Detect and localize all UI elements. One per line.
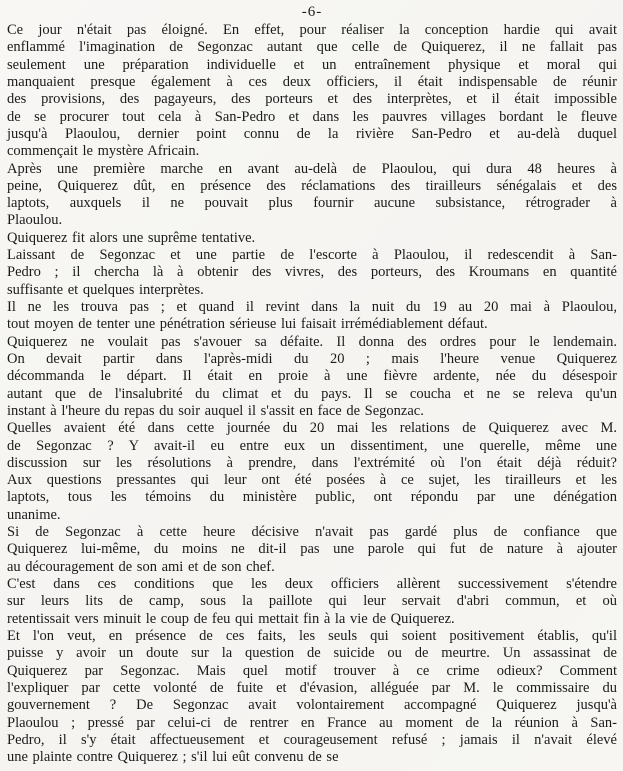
body-text — [7, 22, 617, 766]
text-line: puisse y avoir un doute sur la question de suicide ou de meurtre. Un assassinat de — [7, 645, 617, 662]
text-line: Quelles avaient été dans cette journée du 20 mai les relations de Quiquerez avec M. — [7, 420, 617, 437]
text-line: gouvernement ? De Segonzac avait volontairement accompagné Quiquerez jusqu'à — [7, 697, 617, 714]
text-line: retentissait vers minuit le coup de feu qui mettait fin à la vie de Quiquerez. — [7, 610, 455, 627]
text-line: peine, Quiquerez dût, en présence des réclamations des tirailleurs sénégalais et des — [7, 177, 617, 194]
text-line: tout moyen de tenter une pénétration sérieuse lui faisait irrémédiablement défaut. — [7, 316, 488, 333]
text-line: de Segonzac ? Y avait-il eu entre eux un dissentiment, une querelle, même une — [7, 437, 617, 454]
text-line: seulement une préparation individuelle et un entraînement physique et moral qui — [7, 56, 617, 73]
text-line: unanime. — [7, 506, 61, 523]
text-line: Pedro ; il chercha là à obtenir des vivres, des porteurs, des Kroumans en quantité — [7, 264, 617, 281]
text-line: suffisante et quelques interprètes. — [7, 281, 204, 298]
text-line: décommanda le départ. Il était en proie à une fièvre ardente, née du désespoir — [7, 368, 617, 385]
page-number: -6- — [301, 4, 323, 20]
text-line: au découragement de son ami et de son chef. — [7, 558, 275, 575]
text-line: l'expliquer par cette volonté de fuite et d'évasion, alléguée par M. le commissaire du — [7, 679, 617, 696]
text-line: Aux questions pressantes qui leur ont été posées à ce sujet, les tirailleurs et les — [7, 472, 617, 489]
text-line: Plaoulou. — [7, 212, 63, 229]
text-line: manquaient presque également à ces deux officiers, il était indispensable de réunir — [7, 73, 617, 90]
text-line: commençait le mystère Africain. — [7, 143, 200, 160]
text-line: Ce jour n'était pas éloigné. En effet, pour réaliser la conception hardie qui avait — [7, 22, 617, 38]
text-line: C'est dans ces conditions que les deux officiers allèrent successivement s'étendre — [7, 576, 617, 592]
text-line: Après une première marche en avant au-delà de Plaoulou, qui dura 48 heures à — [7, 160, 617, 177]
text-line: de se procurer tout cela à San-Pedro et dans les pauvres villages bordant le fleuve — [7, 108, 617, 125]
text-line: instant à l'heure du repas du soir auquel il s'assit en face de Segonzac. — [7, 402, 424, 419]
text-line: Quiquerez ne voulait pas s'avouer sa défaite. Il donna des ordres pour le lendemain. — [7, 333, 617, 350]
text-line: Quiquerez lui-même, du moins ne dit-il pas une parole qui fut de nature à ajouter — [7, 541, 617, 558]
text-line: Laissant de Segonzac et une partie de l'escorte à Plaoulou, il redescendit à San- — [7, 247, 617, 264]
text-line: Et l'on veut, en présence de ces faits, les seuls qui soient positivement établis, qu'il — [7, 627, 617, 644]
text-line: laptots, tous les témoins du ministère public, ont répondu par une dénégation — [7, 489, 617, 506]
text-line: Il ne les trouva pas ; et quand il revint dans la nuit du 19 au 20 mai à Plaoulou, — [7, 299, 617, 315]
text-line: laptots, auxquels il ne pouvait plus fournir aucune subsistance, rétrograder à — [7, 195, 617, 212]
text-line: Plaoulou ; pressé par celui-ci de rentrer en France au moment de la réunion à San- — [7, 714, 617, 731]
text-line: enflammé l'imagination de Segonzac autant que celle de Quiquerez, il ne fallait pas — [7, 39, 617, 56]
text-line: autant que de l'insalubrité du climat et du pays. Il se coucha et ne se releva qu'un — [7, 385, 617, 402]
text-line: Pedro, il s'y était affectueusement et courageusement refusé ; jamais il n'avait élevé — [7, 731, 617, 748]
text-line: discussion sur les résolutions à prendre, dans l'extrémité où l'on était déjà réduit? — [7, 454, 617, 471]
text-line: jusqu'à Plaoulou, dernier point connu de la rivière San-Pedro et au-delà duquel — [7, 125, 617, 142]
text-line: Quiquerez fit alors une suprême tentative. — [7, 229, 256, 246]
text-line: On devait partir dans l'après-midi du 20 ; mais l'heure venue Quiquerez — [7, 350, 617, 367]
text-line: des provisions, des pagayeurs, des porteurs et des interprètes, et il était impossible — [7, 91, 617, 108]
text-line: Quiquerez par Segonzac. Mais quel motif trouver à ce crime odieux? Comment — [7, 662, 617, 679]
text-line: sur leurs lits de camp, sous la paillote qui leur servait d'abri commun, et où — [7, 593, 617, 610]
text-line: une plainte contre Quiquerez ; s'il lui eût convenu de se — [7, 749, 339, 766]
text-line: Si de Segonzac à cette heure décisive n'avait pas gardé plus de confiance que — [7, 524, 617, 541]
